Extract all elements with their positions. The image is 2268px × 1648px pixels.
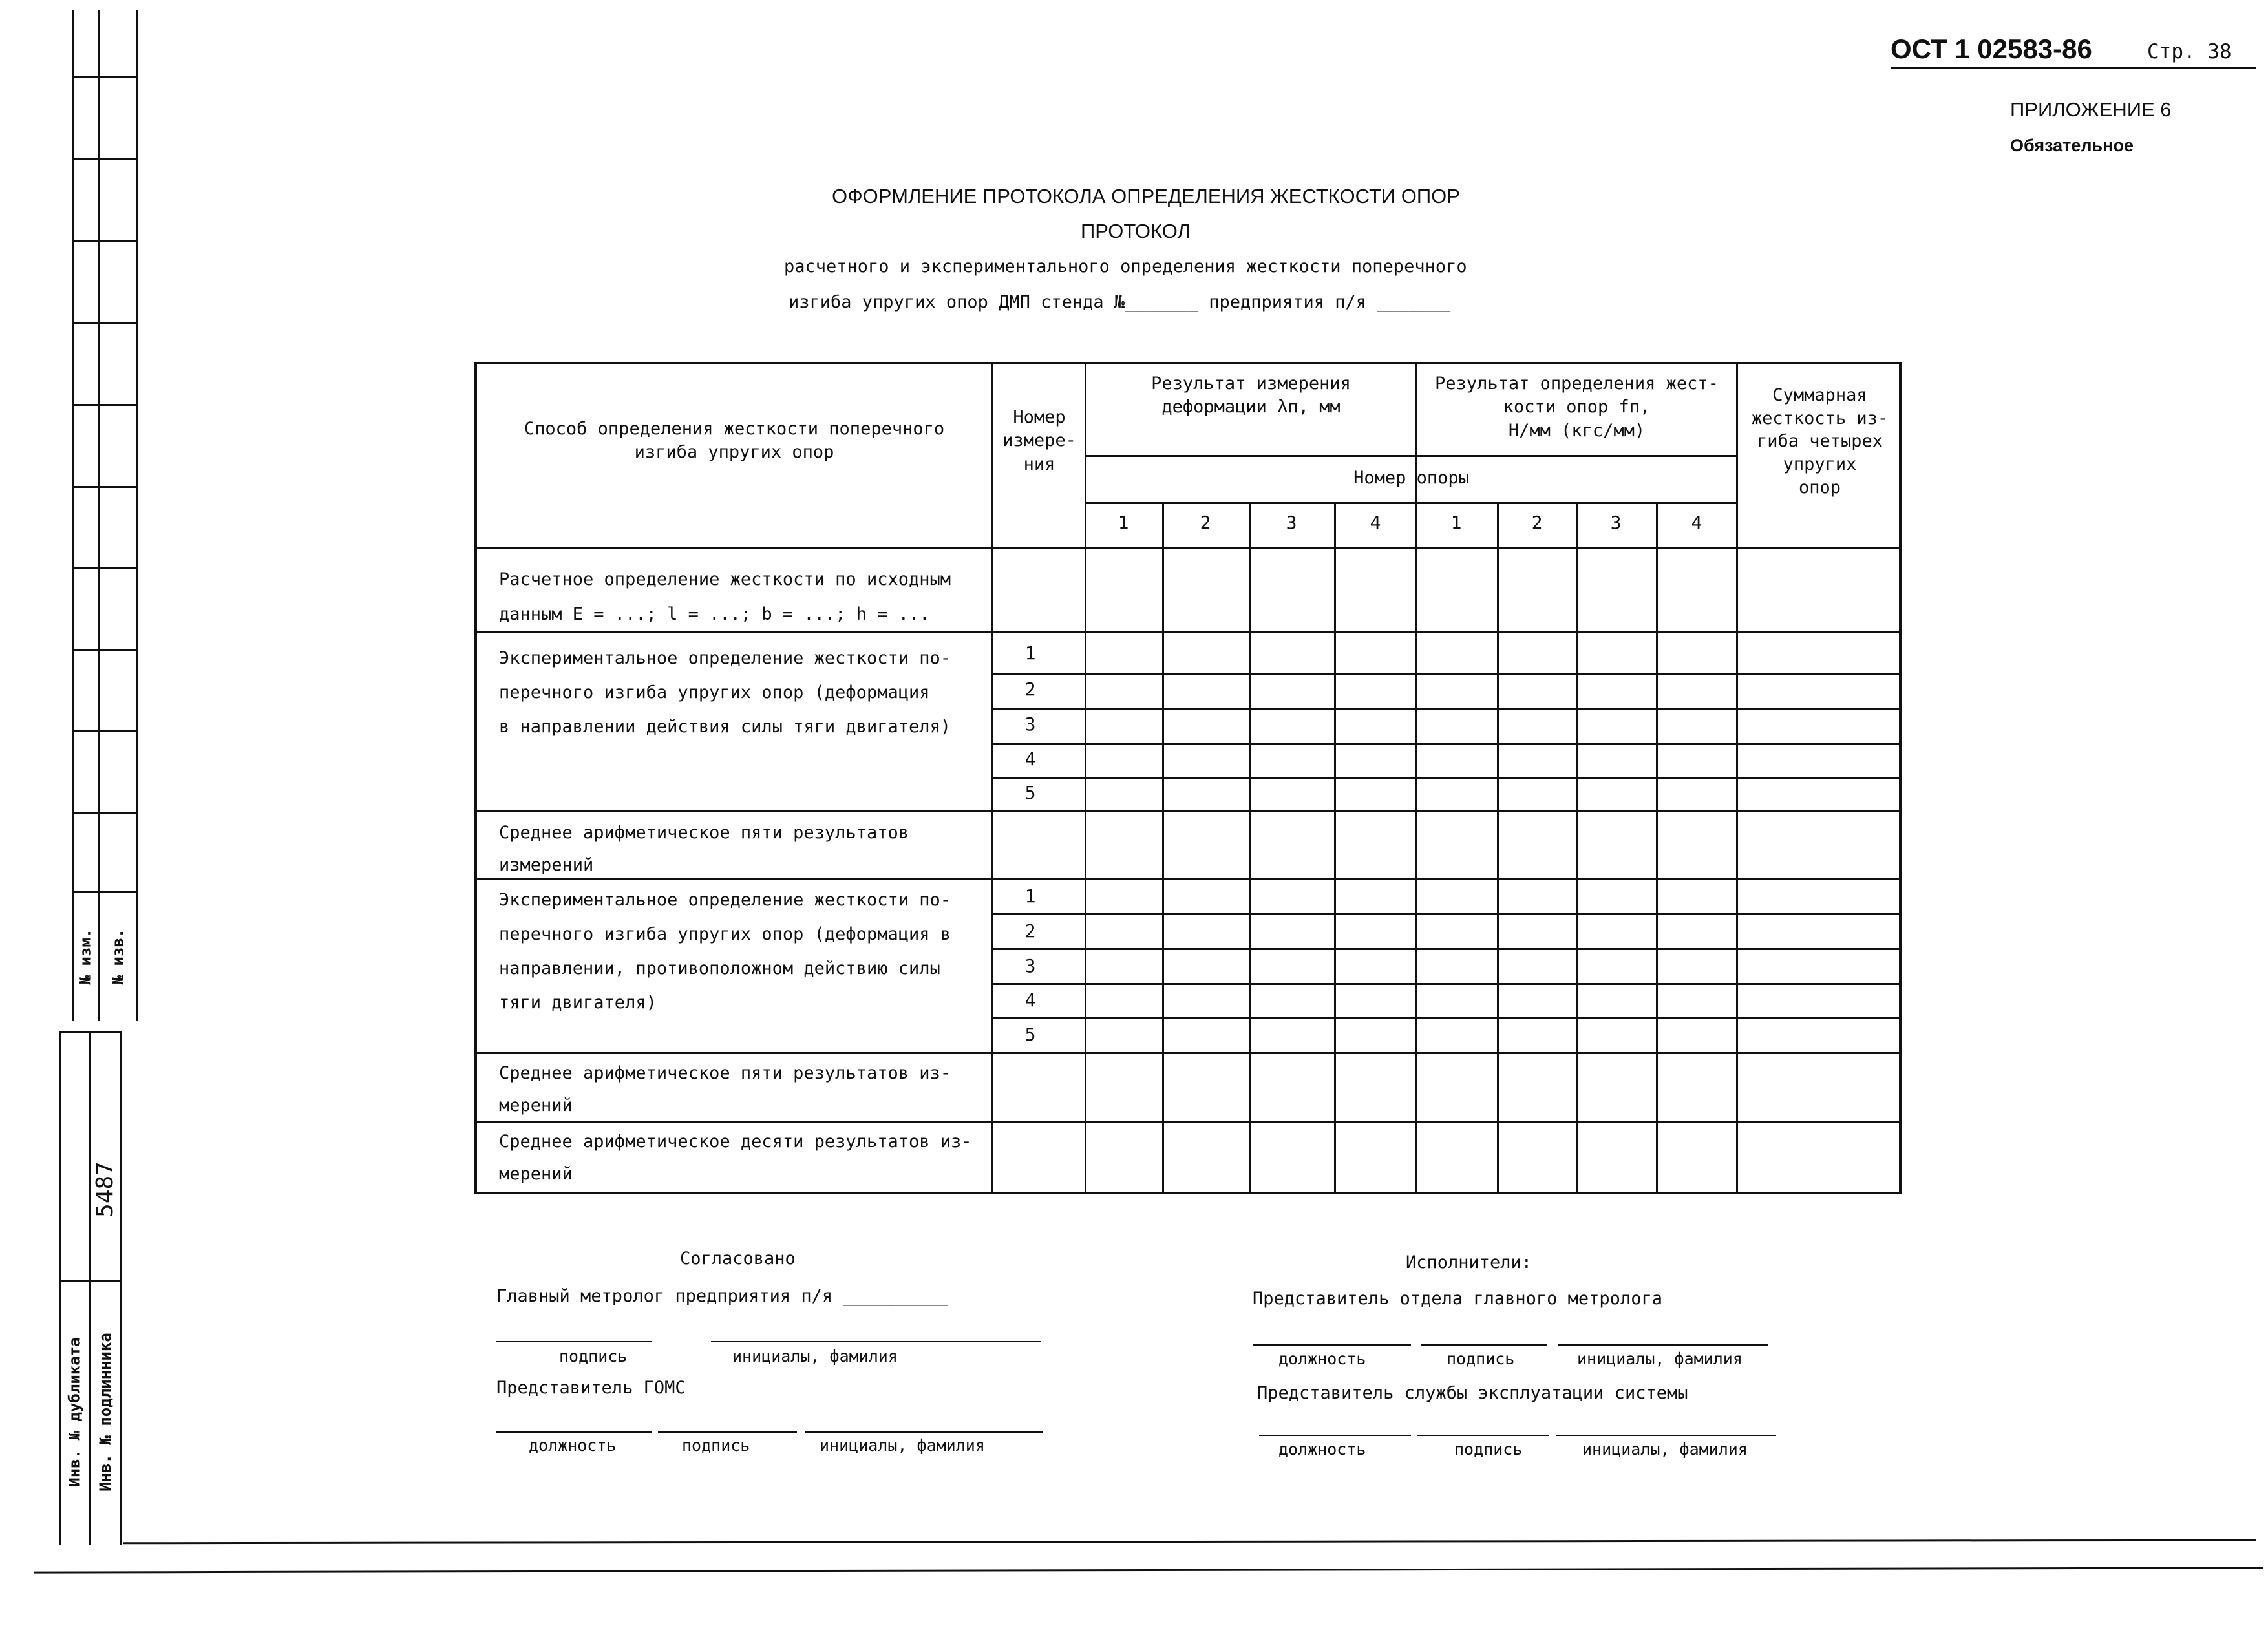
row-average-five-1: Среднее арифметическое пяти результатов измерений	[499, 823, 909, 875]
page-number: Стр. 38	[2147, 40, 2232, 63]
header-stiffness: Результат определения жест- кости опор fп, Н/мм (кгс/мм)	[1435, 374, 1719, 441]
support-number: 2	[1531, 512, 1543, 533]
bottom-border	[34, 1567, 2263, 1573]
stamp-inventory-number: 5487	[92, 1161, 119, 1218]
page-title: ОФОРМЛЕНИЕ ПРОТОКОЛА ОПРЕДЕЛЕНИЯ ЖЕСТКОСТИ ОПОР	[832, 185, 1460, 207]
signature-caption: подпись	[559, 1347, 628, 1366]
subtitle-line-2: изгиба упругих опор ДМП стенда №_______ предприятия п/я _______	[789, 292, 1451, 312]
table-grid-line	[1497, 503, 1499, 1194]
stamp-line	[72, 891, 137, 893]
table-grid-line	[1249, 503, 1251, 1194]
row-experimental-forward: Экспериментальное определение жесткости по- перечного изгиба упругих опор (деформация в направлении действия силы тяги двигателя)	[499, 648, 951, 737]
stamp-line	[72, 567, 137, 569]
row-experimental-reverse: Экспериментальное определение жесткости по- перечного изгиба упругих опор (деформация в направлении, противоположном действию силы тяги двигателя)	[499, 890, 951, 1013]
measurement-number: 2	[1024, 920, 1036, 942]
table-grid-line	[1085, 502, 1737, 504]
row-average-ten: Среднее арифметическое десяти результатов из- мерений	[499, 1132, 972, 1184]
table-grid-line	[991, 364, 993, 1194]
agreed-label: Согласовано	[680, 1249, 796, 1269]
signature-caption: подпись	[1454, 1440, 1523, 1459]
measurement-number: 5	[1024, 782, 1036, 803]
signature-line	[711, 1341, 1041, 1342]
support-number: 4	[1370, 512, 1381, 533]
stamp-line	[120, 1031, 122, 1545]
support-number: 3	[1610, 512, 1622, 533]
support-number: 1	[1450, 512, 1462, 533]
header-total-stiffness: Суммарная жесткость из- гиба четырех упругих опор	[1751, 385, 1889, 498]
table-grid-line	[477, 1052, 1899, 1054]
goms-rep-label: Представитель ГОМС	[496, 1378, 686, 1398]
stamp-line	[72, 322, 137, 324]
mandatory-label: Обязательное	[2010, 136, 2134, 155]
measurement-number: 3	[1024, 713, 1036, 735]
table-grid-line	[991, 673, 1899, 675]
stamp-line	[72, 486, 137, 488]
stamp-line	[98, 10, 100, 1021]
support-number: 4	[1691, 512, 1702, 533]
stamp-line	[72, 240, 137, 242]
signature-line	[496, 1341, 652, 1342]
table-grid-line	[1162, 503, 1164, 1194]
table-grid-line	[991, 913, 1899, 915]
signature-caption: подпись	[682, 1436, 750, 1455]
table-grid-line	[991, 983, 1899, 985]
signature-line	[1421, 1344, 1547, 1346]
table-grid-line	[477, 810, 1899, 812]
signature-line	[496, 1431, 652, 1433]
initials-caption: инициалы, фамилия	[820, 1436, 985, 1455]
signature-line	[1558, 1344, 1768, 1346]
measurement-number: 1	[1024, 885, 1036, 907]
support-number: 1	[1118, 512, 1129, 533]
measurement-number: 5	[1024, 1024, 1036, 1045]
metrology-rep-label: Представитель отдела главного метролога	[1253, 1289, 1662, 1309]
position-caption: должность	[1278, 1349, 1366, 1368]
stamp-line	[72, 158, 137, 160]
header-method: Способ определения жесткости поперечного изгиба упругих опор	[524, 419, 945, 463]
table-grid-line	[991, 1017, 1899, 1019]
stamp-notice-no: № изв.	[109, 928, 127, 984]
measurement-number: 3	[1024, 955, 1036, 977]
table-grid-line	[1334, 503, 1336, 1194]
table-grid-line	[477, 547, 1899, 549]
table-grid-line	[1085, 455, 1737, 457]
signature-line	[1253, 1344, 1411, 1346]
measurement-number: 2	[1024, 679, 1036, 700]
header-deformation: Результат измерения деформации λп, мм	[1151, 374, 1351, 417]
stamp-line	[72, 76, 137, 78]
signature-caption: подпись	[1447, 1349, 1515, 1368]
table-grid-line	[991, 743, 1899, 745]
table-grid-line	[991, 708, 1899, 710]
table-grid-line	[1576, 503, 1578, 1194]
subtitle-line-1: расчетного и экспериментального определения жесткости поперечного	[784, 257, 1467, 277]
row-average-five-2: Среднее арифметическое пяти результатов из- мерений	[499, 1063, 951, 1115]
table-grid-line	[991, 948, 1899, 950]
signature-line	[1259, 1435, 1411, 1436]
stamp-line	[72, 730, 137, 732]
header-measurement-number: Номер измере- ния	[1002, 407, 1076, 474]
initials-caption: инициалы, фамилия	[1582, 1440, 1748, 1459]
performers-label: Исполнители:	[1406, 1252, 1532, 1273]
protocol-heading: ПРОТОКОЛ	[1081, 220, 1191, 242]
table-grid-line	[1656, 503, 1658, 1194]
stamp-line	[72, 10, 74, 1021]
signature-line	[805, 1431, 1043, 1433]
position-caption: должность	[1278, 1440, 1366, 1459]
bottom-border	[123, 1539, 2256, 1545]
protocol-table	[474, 362, 1902, 1194]
measurement-number: 4	[1024, 748, 1036, 770]
stamp-change-no: № изм.	[76, 928, 95, 984]
stamp-inv-duplicate: Инв. № дубликата	[66, 1337, 84, 1487]
measurement-number: 4	[1024, 989, 1036, 1011]
row-calculated: Расчетное определение жесткости по исходным данным E = ...; l = ...; b = ...; h = ...	[499, 569, 951, 624]
stamp-line	[72, 649, 137, 651]
initials-caption: инициалы, фамилия	[1577, 1349, 1743, 1368]
header-support-number: Номер опоры	[1353, 468, 1469, 488]
operation-rep-label: Представитель службы эксплуатации системы	[1257, 1383, 1688, 1403]
signature-line	[1556, 1435, 1776, 1436]
signature-line	[658, 1431, 797, 1433]
support-number: 3	[1286, 512, 1297, 533]
appendix-label: ПРИЛОЖЕНИЕ 6	[2010, 98, 2172, 121]
signature-line	[1417, 1435, 1549, 1436]
stamp-line	[59, 1031, 122, 1033]
stamp-inv-original: Инв. № подлинника	[96, 1333, 114, 1492]
support-number: 2	[1200, 512, 1211, 533]
initials-caption: инициалы, фамилия	[732, 1347, 898, 1366]
measurement-number: 1	[1024, 642, 1036, 664]
stamp-line	[72, 812, 137, 814]
table-grid-line	[991, 777, 1899, 779]
chief-metrologist-label: Главный метролог предприятия п/я __________	[496, 1286, 948, 1306]
stamp-line	[59, 1280, 122, 1282]
stamp-line	[72, 404, 137, 406]
header-rule	[1891, 67, 2256, 69]
document-code: ОСТ 1 02583-86	[1891, 34, 2092, 64]
stamp-line	[136, 10, 138, 1021]
position-caption: должность	[529, 1436, 617, 1455]
